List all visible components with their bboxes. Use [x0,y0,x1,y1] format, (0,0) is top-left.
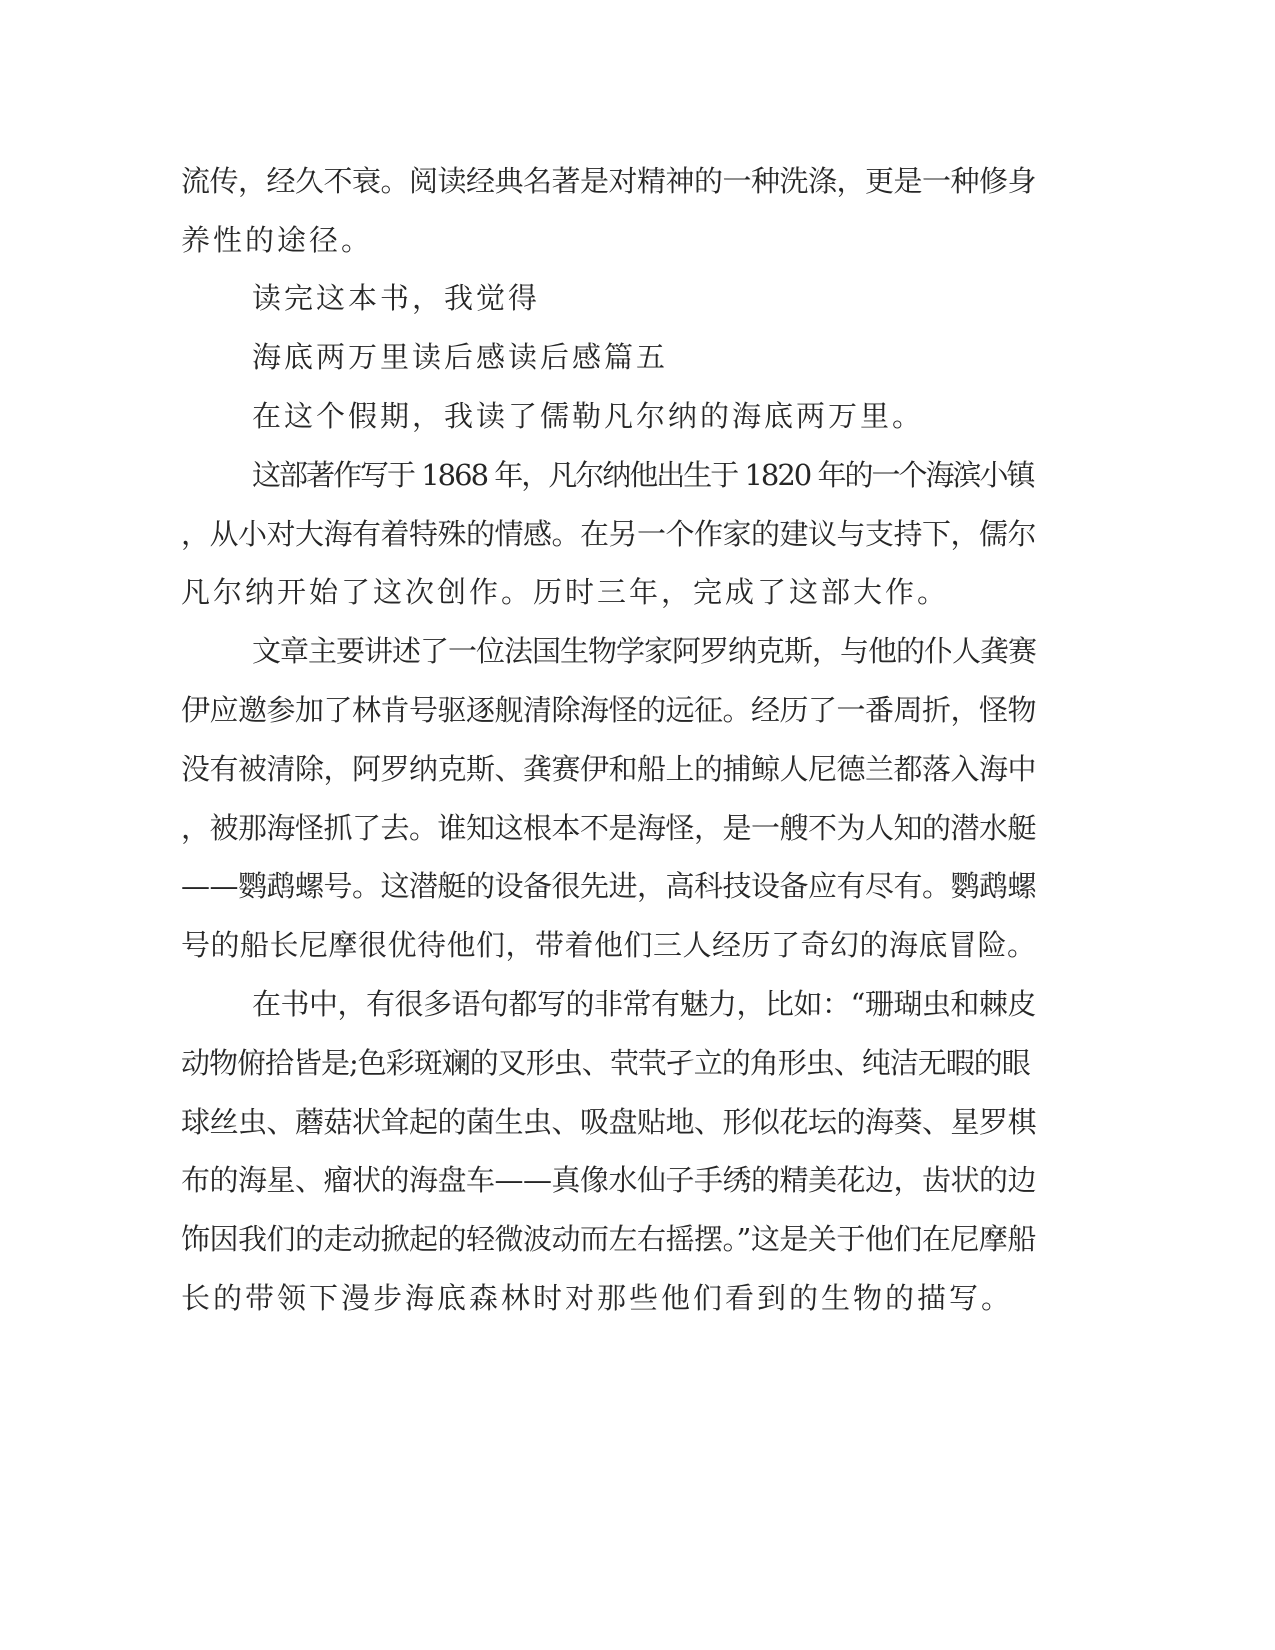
text-line: 饰因我们的走动掀起的轻微波动而左右摇摆。”这是关于他们在尼摩船 [181,1222,1036,1256]
text-line: 养性的途径。 [181,223,374,257]
text-line: 球丝虫、蘑菇状耸起的菌生虫、吸盘贴地、形似花坛的海葵、星罗棋 [181,1105,1037,1139]
text-line: 长的带领下漫步海底森林时对那些他们看到的生物的描写。 [181,1281,1014,1315]
text-line: 在书中，有很多语句都写的非常有魅力，比如：“珊瑚虫和棘皮 [252,987,1036,1021]
section-heading: 海底两万里读后感读后感篇五 [252,340,669,374]
text-line: ，被那海怪抓了去。谁知这根本不是海怪，是一艘不为人知的潜水艇 [181,811,1037,845]
text-line: 号的船长尼摩很优待他们，带着他们三人经历了奇幻的海底冒险。 [181,928,1037,962]
text-line: 没有被清除，阿罗纳克斯、龚赛伊和船上的捕鲸人尼德兰都落入海中 [181,752,1037,786]
text-line: ——鹦鹉螺号。这潜艇的设备很先进，高科技设备应有尽有。鹦鹉螺 [181,869,1037,903]
text-line: 读完这本书，我觉得 [252,281,541,315]
text-line: 流传，经久不衰。阅读经典名著是对精神的一种洗涤，更是一种修身 [181,164,1037,198]
text-line: 布的海星、瘤状的海盘车——真像水仙子手绣的精美花边，齿状的边 [181,1163,1037,1197]
text-line: 文章主要讲述了一位法国生物学家阿罗纳克斯，与他的仆人龚赛 [252,634,1037,668]
text-line: 这部著作写于 1868 年，凡尔纳他出生于 1820 年的一个海滨小镇 [252,458,1034,492]
text-line: 凡尔纳开始了这次创作。历时三年，完成了这部大作。 [181,575,950,609]
text-line: 伊应邀参加了林肯号驱逐舰清除海怪的远征。经历了一番周折，怪物 [181,693,1037,727]
text-line: ，从小对大海有着特殊的情感。在另一个作家的建议与支持下，儒尔 [181,517,1037,551]
text-line: 动物俯拾皆是;色彩斑斓的叉形虫、茕茕孑立的角形虫、纯洁无暇的眼 [181,1046,1030,1080]
text-line: 在这个假期，我读了儒勒凡尔纳的海底两万里。 [252,399,925,433]
